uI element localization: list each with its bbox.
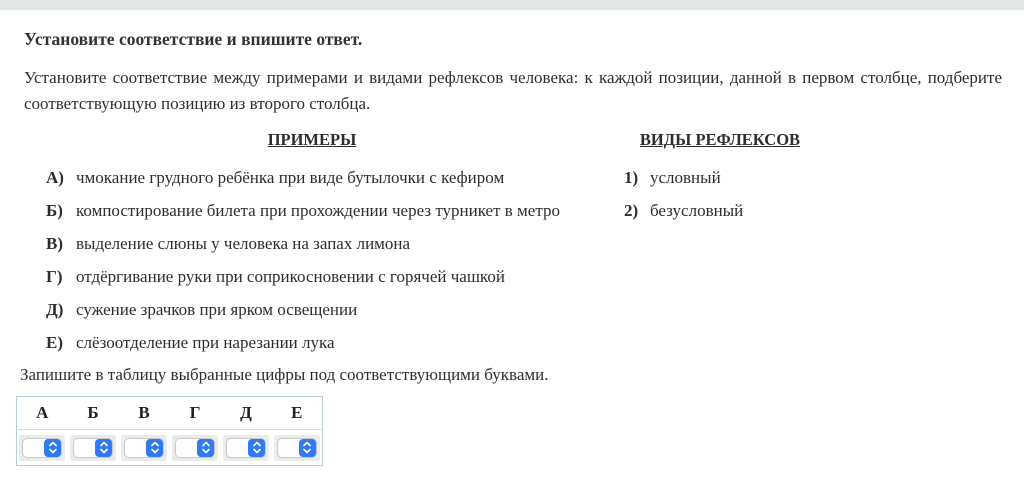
answer-letter-e: Е bbox=[291, 403, 303, 422]
reflex-type-text: условный bbox=[650, 167, 721, 187]
stepper-up-down-icon[interactable] bbox=[248, 439, 265, 457]
reflex-type-text: безусловный bbox=[650, 200, 744, 220]
examples-list bbox=[24, 161, 600, 359]
reflex-type-number: 2) bbox=[624, 200, 639, 220]
answer-letter-g: Г bbox=[189, 403, 201, 422]
answer-stepper-e[interactable] bbox=[274, 435, 320, 461]
example-letter: В) bbox=[46, 233, 63, 253]
reflex-types-column bbox=[620, 130, 820, 359]
example-text: чмокание грудного ребёнка при виде бутылочки с кефиром bbox=[76, 167, 505, 187]
answer-input-v[interactable] bbox=[127, 439, 147, 457]
example-item-v bbox=[24, 227, 600, 260]
task-title: Установите соответствие и впишите ответ. bbox=[24, 29, 363, 49]
answer-input-b[interactable] bbox=[76, 439, 96, 457]
answer-letters-row bbox=[17, 397, 323, 430]
example-text: отдёргивание руки при соприкосновении с горячей чашкой bbox=[76, 266, 505, 286]
answer-stepper-a[interactable] bbox=[19, 435, 65, 461]
answer-input-a[interactable] bbox=[25, 439, 45, 457]
matching-columns bbox=[24, 130, 1002, 359]
answer-stepper-v[interactable] bbox=[121, 435, 167, 461]
answer-inputs-row bbox=[17, 430, 323, 466]
answer-table bbox=[16, 396, 323, 466]
answer-letter-d: Д bbox=[240, 403, 252, 422]
reflex-type-item-1 bbox=[620, 161, 820, 194]
stepper-up-down-icon[interactable] bbox=[44, 439, 61, 457]
task-description: Установите соответствие между примерами и видами рефлексов человека: к каждой позиции, данной в первом столбце, подберите соответствующую позицию из второго столбца. bbox=[24, 68, 1002, 113]
answer-letter-a: А bbox=[36, 403, 49, 422]
answer-stepper-d[interactable] bbox=[223, 435, 269, 461]
stepper-up-down-icon[interactable] bbox=[146, 439, 163, 457]
examples-header: ПРИМЕРЫ bbox=[267, 130, 357, 149]
example-text: слёзоотделение при нарезании лука bbox=[76, 332, 335, 352]
answer-input-d[interactable] bbox=[229, 439, 249, 457]
example-item-g bbox=[24, 260, 600, 293]
answer-instruction: Запишите в таблицу выбранные цифры под соответствующими буквами. bbox=[20, 365, 549, 384]
example-letter: Г) bbox=[46, 266, 63, 286]
answer-stepper-g[interactable] bbox=[172, 435, 218, 461]
example-item-d bbox=[24, 293, 600, 326]
reflex-types-list bbox=[620, 161, 820, 227]
reflex-type-number: 1) bbox=[624, 167, 639, 187]
example-text: выделение слюны у человека на запах лимона bbox=[76, 233, 411, 253]
answer-input-e[interactable] bbox=[280, 439, 300, 457]
stepper-up-down-icon[interactable] bbox=[197, 439, 214, 457]
example-letter: Е) bbox=[46, 332, 63, 352]
answer-stepper-b[interactable] bbox=[70, 435, 116, 461]
example-item-e bbox=[24, 326, 600, 359]
example-letter: Б) bbox=[46, 200, 63, 220]
example-letter: А) bbox=[46, 167, 64, 187]
answer-letter-v: В bbox=[138, 403, 150, 422]
top-bar bbox=[0, 0, 1024, 10]
task-page bbox=[0, 29, 1024, 466]
answer-letter-b: Б bbox=[87, 403, 99, 422]
reflex-type-item-2 bbox=[620, 194, 820, 227]
answer-input-g[interactable] bbox=[178, 439, 198, 457]
example-letter: Д) bbox=[46, 299, 64, 319]
stepper-up-down-icon[interactable] bbox=[299, 439, 316, 457]
example-text: компостирование билета при прохождении через турникет в метро bbox=[76, 200, 560, 220]
example-item-b bbox=[24, 194, 600, 227]
reflex-types-header: ВИДЫ РЕФЛЕКСОВ bbox=[639, 130, 801, 149]
example-item-a bbox=[24, 161, 600, 194]
examples-column bbox=[24, 130, 600, 359]
stepper-up-down-icon[interactable] bbox=[95, 439, 112, 457]
example-text: сужение зрачков при ярком освещении bbox=[76, 299, 358, 319]
